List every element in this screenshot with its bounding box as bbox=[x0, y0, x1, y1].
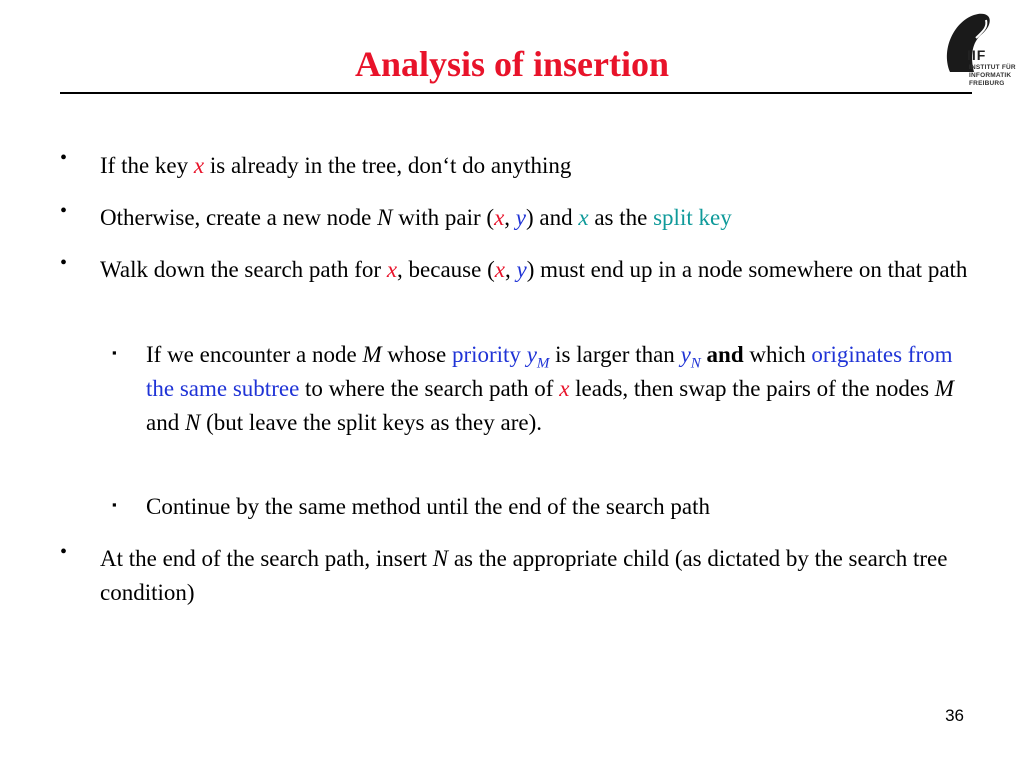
text-segment: , bbox=[504, 205, 516, 230]
text-segment: , bbox=[504, 257, 517, 282]
variable-x: x bbox=[578, 205, 589, 230]
logo-line: INFORMATIK bbox=[969, 72, 1012, 79]
logo-line: FREIBURG bbox=[969, 80, 1005, 87]
bullet-item bbox=[100, 253, 970, 287]
text-segment: (but leave the split keys as they are). bbox=[200, 410, 542, 435]
variable-x: x bbox=[559, 376, 570, 401]
variable-x: x bbox=[494, 205, 505, 230]
sub-bullet-marker: ▪ bbox=[112, 345, 117, 360]
variable-y: y bbox=[680, 342, 691, 367]
slide-title: Analysis of insertion bbox=[354, 44, 670, 84]
text-segment: with pair ( bbox=[392, 205, 495, 230]
variable-x: x bbox=[193, 153, 205, 178]
bullet-marker: • bbox=[60, 252, 68, 274]
bullet-marker: • bbox=[60, 541, 68, 563]
text-segment: whose bbox=[381, 342, 452, 367]
variable-n: N bbox=[377, 205, 393, 230]
bullet-marker: • bbox=[60, 200, 68, 222]
text-segment: , because ( bbox=[397, 257, 495, 282]
text-segment: is already in the tree, don‘t do anything bbox=[204, 153, 572, 178]
text-segment: as the bbox=[588, 205, 654, 230]
text-segment: Otherwise, create a new node bbox=[100, 205, 378, 230]
text-segment: Walk down the search path for bbox=[100, 257, 387, 282]
bullet-marker: • bbox=[60, 147, 68, 169]
variable-m: M bbox=[934, 376, 954, 401]
logo-institute-name bbox=[969, 64, 1024, 88]
text-segment: which bbox=[743, 342, 812, 367]
text-segment: If the key bbox=[100, 153, 194, 178]
logo-abbreviation: IIF bbox=[967, 47, 987, 63]
text-segment: ) and bbox=[526, 205, 579, 230]
page-number: 36 bbox=[945, 706, 964, 725]
sub-bullet-item bbox=[146, 490, 976, 524]
variable-x: x bbox=[386, 257, 398, 282]
text-segment: and bbox=[146, 410, 185, 435]
subscript-n: N bbox=[690, 355, 701, 372]
text-segment: is larger than bbox=[549, 342, 681, 367]
logo-line: INSTITUT FÜR bbox=[969, 64, 1016, 71]
text-segment: ) must end up in a node somewhere on that path bbox=[526, 257, 968, 282]
variable-n: N bbox=[432, 546, 449, 571]
variable-y: y bbox=[516, 257, 527, 282]
subscript-m: M bbox=[536, 355, 550, 372]
sub-bullet-item bbox=[146, 338, 976, 440]
highlight-split-key: split key bbox=[653, 205, 732, 230]
text-segment: to where the search path of bbox=[299, 376, 560, 401]
bullet-item bbox=[100, 542, 970, 610]
text-segment: If we encounter a node bbox=[146, 342, 363, 367]
title-divider bbox=[60, 92, 972, 94]
variable-y: y bbox=[515, 205, 526, 230]
text-segment: Continue by the same method until the end of the search path bbox=[146, 494, 710, 519]
highlight-priority: priority bbox=[451, 342, 521, 367]
highlight-same-subtree: originates from the same subtree bbox=[146, 342, 953, 401]
text-segment: as the appropriate child (as dictated by the search tree condition) bbox=[100, 546, 948, 605]
bullet-item bbox=[100, 149, 970, 183]
variable-y: y bbox=[526, 342, 537, 367]
text-segment: leads, then swap the pairs of the nodes bbox=[569, 376, 935, 401]
bullet-item bbox=[100, 201, 970, 235]
variable-n: N bbox=[184, 410, 201, 435]
emphasis-and: and bbox=[706, 342, 744, 367]
text-segment: At the end of the search path, insert bbox=[100, 546, 433, 571]
sub-bullet-marker: ▪ bbox=[112, 497, 117, 512]
variable-m: M bbox=[362, 342, 382, 367]
variable-x: x bbox=[494, 257, 505, 282]
